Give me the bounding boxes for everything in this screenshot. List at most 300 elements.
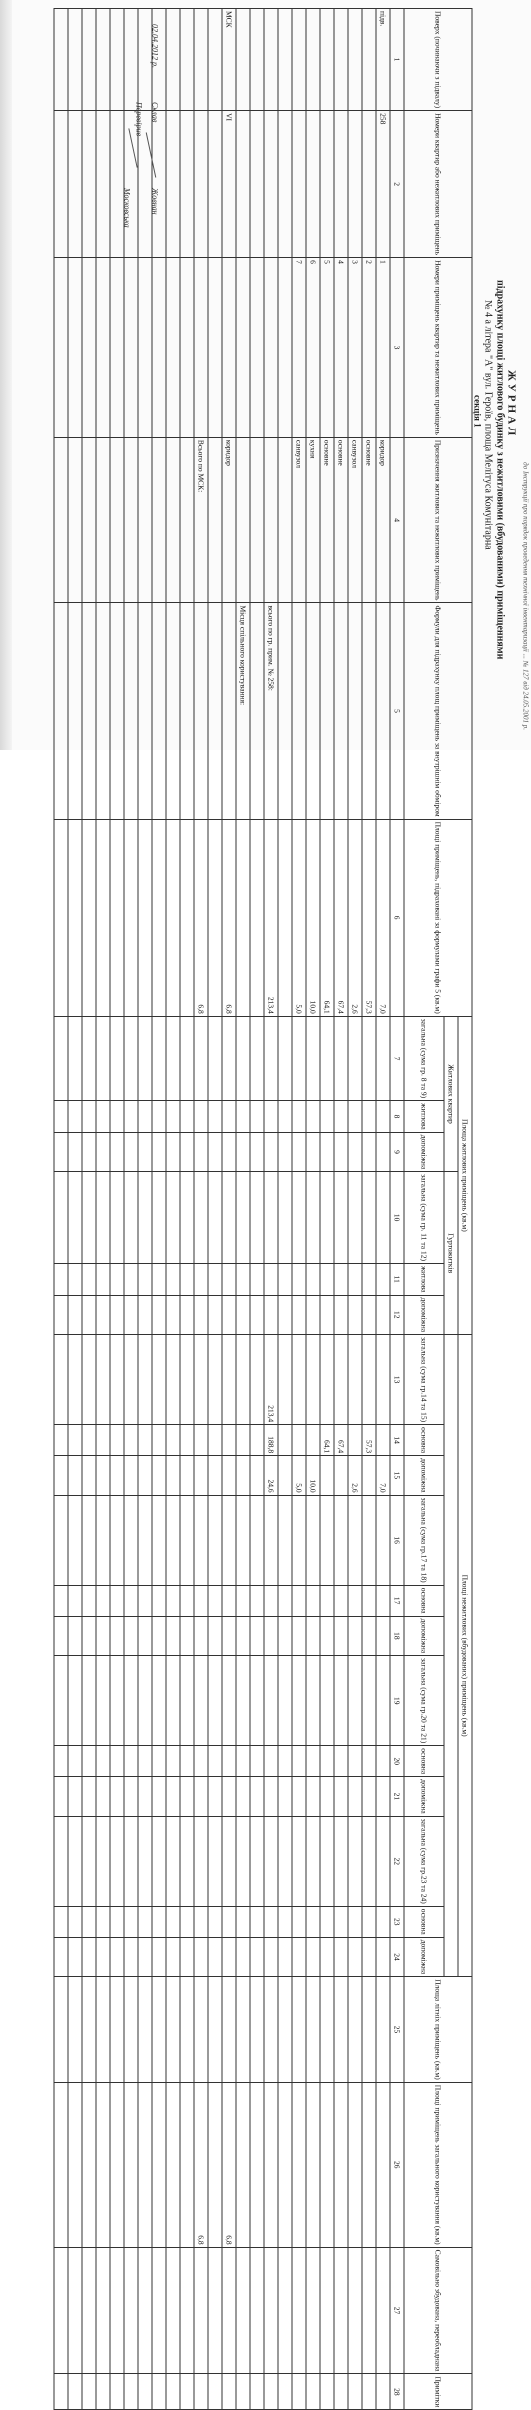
table-row [362,9,376,2410]
aux-area-cell: 10,0 [306,1456,320,1496]
table-cell [152,1101,166,1133]
table-cell [180,1977,194,2083]
table-cell [54,1906,68,1937]
table-cell [306,2247,320,2374]
table-cell [236,1295,250,1335]
floor-cell [334,9,348,111]
table-cell [82,819,96,1016]
table-cell [166,1906,180,1937]
table-cell [236,1016,250,1100]
table-cell [208,437,222,603]
table-cell [124,1816,138,1906]
col10-header: загальна (сума гр. 11 та 12) [404,1172,444,1264]
table-cell [194,1425,208,1456]
table-cell [194,1295,208,1335]
table-cell [222,603,236,819]
table-cell [152,1016,166,1100]
table-cell [138,1016,152,1100]
column-number: 14 [390,1425,404,1456]
table-cell [250,111,264,258]
table-cell [264,1816,278,1906]
table-cell [208,111,222,258]
table-cell [54,1656,68,1746]
table-cell [278,603,292,819]
table-row [180,9,194,2410]
table-cell [236,1816,250,1906]
column-number: 25 [390,1977,404,2083]
table-cell [124,1777,138,1817]
doc-address: № 4 а літера "А" вул. Героїв, площа Мелітуса Комунітарна [482,300,493,550]
table-row [152,9,166,2410]
column-number: 12 [390,1295,404,1335]
col5-header: Формули для підрахунку площ приміщень за внутрішнім обміром [404,603,472,819]
floor-cell [348,9,362,111]
table-cell [278,1977,292,2083]
table-cell [250,1816,264,1906]
table-cell [82,1585,96,1616]
table-cell [96,1101,110,1133]
table-row [166,9,180,2410]
apartment-cell [320,111,334,258]
table-cell [124,2374,138,2410]
table-cell [180,258,194,438]
table-cell [348,1777,362,1817]
table-cell [54,603,68,819]
purpose-cell: основне [320,437,334,603]
table-cell [180,1263,194,1295]
main-area-cell [292,1425,306,1456]
table-cell [362,1016,376,1100]
table-cell [208,1495,222,1585]
table-cell [68,1172,82,1264]
table-body [54,9,390,2410]
table-cell [96,1616,110,1656]
table-cell [208,819,222,1016]
table-cell [208,1816,222,1906]
table-cell [110,1977,124,2083]
column-number: 9 [390,1132,404,1172]
table-cell [278,1295,292,1335]
table-cell [292,1132,306,1172]
table-cell [264,258,278,438]
table-cell [348,1263,362,1295]
table-cell [222,1746,236,1777]
total-aux-cell: 24,6 [264,1456,278,1496]
table-cell [68,1816,82,1906]
table-cell [96,1295,110,1335]
table-cell [320,1656,334,1746]
column-number: 15 [390,1456,404,1496]
total-area-cell: 213,4 [264,819,278,1016]
table-cell [222,1425,236,1456]
table-cell [222,1295,236,1335]
table-cell [334,2247,348,2374]
table-cell [54,1295,68,1335]
table-cell [152,1295,166,1335]
doc-subtitle: підрахунку площі житлового будинку з нежитловими (вбудованими) приміщеннями [494,280,505,660]
table-cell [348,1132,362,1172]
table-cell [278,1937,292,1977]
table-cell [376,1777,390,1817]
table-cell [292,1263,306,1295]
col28-header: Примітки [404,2374,472,2410]
table-cell [306,1101,320,1133]
table-cell [278,1456,292,1496]
floor-cell [292,9,306,111]
table-cell [124,1616,138,1656]
col27-header: Самовільно збудована, переобладнана [404,2247,472,2374]
table-cell [264,437,278,603]
table-cell [278,2374,292,2410]
table-cell [250,1495,264,1585]
table-cell [68,1016,82,1100]
table-cell [208,9,222,111]
table-cell [362,1172,376,1264]
table-cell [320,603,334,819]
table-cell [96,437,110,603]
table-cell [306,1495,320,1585]
table-cell [96,1977,110,2083]
table-cell [194,1335,208,1425]
table-cell [166,2374,180,2410]
table-cell [348,1816,362,1906]
table-cell [264,2247,278,2374]
dorms-group-header: Гуртожитків [444,1172,458,1335]
table-cell [124,603,138,819]
table-cell [68,258,82,438]
table-cell [348,1746,362,1777]
table-cell [110,1335,124,1425]
table-cell [138,2374,152,2410]
table-cell [110,1456,124,1496]
column-number: 10 [390,1172,404,1264]
table-cell [250,1101,264,1133]
area-cell: 67,4 [334,819,348,1016]
apartment-cell [334,111,348,258]
table-cell [362,603,376,819]
table-cell [152,1616,166,1656]
table-cell [110,111,124,258]
table-cell [222,1977,236,2083]
table-cell [194,1906,208,1937]
table-cell [166,1016,180,1100]
table-cell [68,1425,82,1456]
table-cell [82,1746,96,1777]
purpose-cell: санвузол [348,437,362,603]
table-cell [180,1335,194,1425]
table-cell [376,1656,390,1746]
main-area-cell: 57,3 [362,1425,376,1456]
table-cell [110,1816,124,1906]
table-cell [278,2247,292,2374]
common-total-c26: 6,8 [194,2082,208,2247]
col2-header: Номери квартир або нежитлових приміщень [404,111,472,258]
total-row [194,9,208,2410]
table-cell [54,1977,68,2083]
table-cell [292,1295,306,1335]
table-cell [96,1425,110,1456]
table-row [208,9,222,2410]
table-cell [334,1616,348,1656]
table-cell [292,1777,306,1817]
main-area-cell: 64,1 [320,1425,334,1456]
table-cell [236,1132,250,1172]
table-cell [82,1016,96,1100]
table-cell [348,1906,362,1937]
table-cell [54,1263,68,1295]
table-cell [194,1977,208,2083]
table-cell [152,437,166,603]
table-cell [320,2374,334,2410]
table-cell [54,819,68,1016]
purpose-cell: кухня [306,437,320,603]
col26-header: Площі приміщень загального користування (кв.м) [404,2082,472,2247]
column-numbers-row [390,9,404,2410]
total-label: всього по гр. прим. № 258: [264,603,278,819]
area-cell: 6,8 [222,819,236,1016]
table-cell [334,1172,348,1264]
table-cell [250,2082,264,2247]
table-cell [110,1937,124,1977]
table-cell [376,1977,390,2083]
table-cell [278,1263,292,1295]
room-number-cell: 2 [362,258,376,438]
table-cell [292,1977,306,2083]
table-cell [194,603,208,819]
table-cell [194,1172,208,1264]
purpose-cell: коридор [376,437,390,603]
table-cell [68,1977,82,2083]
table-cell [138,1295,152,1335]
table-cell [68,1746,82,1777]
table-cell [96,1906,110,1937]
column-number: 5 [390,603,404,819]
table-cell [292,1746,306,1777]
table-cell [180,1456,194,1496]
table-cell [334,1816,348,1906]
table-cell [82,437,96,603]
table-cell [82,1425,96,1456]
table-cell [82,1616,96,1656]
table-cell [376,1616,390,1656]
table-cell [152,1585,166,1616]
table-cell [124,258,138,438]
table-cell [376,1172,390,1264]
table-cell [96,258,110,438]
table-cell [54,1172,68,1264]
column-number: 6 [390,819,404,1016]
main-area-cell [376,1425,390,1456]
column-number: 3 [390,258,404,438]
table-cell [180,1016,194,1100]
purpose-cell: санвузол [292,437,306,603]
common-total-label: Всього по МСК: [194,437,208,603]
signature-role-1: Склав [150,102,159,123]
col21-header: допоміжна [404,1777,444,1817]
table-cell [264,1977,278,2083]
table-cell [362,1977,376,2083]
table-cell [376,1132,390,1172]
col3-header: Номери приміщень квартир та нежитлових приміщень [404,258,472,438]
table-cell [138,1263,152,1295]
col23-header: основна [404,1906,444,1937]
table-cell [292,1816,306,1906]
table-row [250,9,264,2410]
nonres-subheader [444,1335,458,1977]
column-number: 27 [390,2247,404,2374]
table-cell [362,1937,376,1977]
table-cell [68,2082,82,2247]
table-cell [362,1263,376,1295]
table-cell [236,1456,250,1496]
table-cell [68,1937,82,1977]
table-cell [362,2247,376,2374]
table-cell [166,1495,180,1585]
table-cell [124,1172,138,1264]
table-cell [320,1616,334,1656]
table-cell [180,819,194,1016]
room-number-cell: 1 [376,258,390,438]
table-cell [124,2082,138,2247]
table-cell [194,1456,208,1496]
table-cell [82,1937,96,1977]
table-cell [180,603,194,819]
table-cell [82,1656,96,1746]
table-cell [362,2082,376,2247]
table-cell [278,1656,292,1746]
table-cell [152,2247,166,2374]
table-cell [320,1746,334,1777]
table-cell [236,1656,250,1746]
table-cell [250,603,264,819]
table-cell [124,1295,138,1335]
table-cell [250,258,264,438]
table-cell [222,2374,236,2410]
table-cell [236,1906,250,1937]
table-cell [250,1937,264,1977]
table-cell [250,1616,264,1656]
table-cell [166,437,180,603]
table-cell [166,1425,180,1456]
table-cell [376,2082,390,2247]
table-cell [292,1016,306,1100]
table-cell [362,1656,376,1746]
table-cell [96,1335,110,1425]
table-row [292,9,306,2410]
table-cell [68,111,82,258]
table-cell [180,1656,194,1746]
table-cell [152,1263,166,1295]
table-cell [264,1616,278,1656]
table-row [68,9,82,2410]
table-row [306,9,320,2410]
table-cell [264,1263,278,1295]
table-cell [348,2374,362,2410]
table-cell [362,1816,376,1906]
table-cell [320,1937,334,1977]
table-cell [208,1746,222,1777]
column-number: 16 [390,1495,404,1585]
table-cell [320,1263,334,1295]
room-number-cell: 6 [306,258,320,438]
table-cell [166,1456,180,1496]
table-cell [138,1172,152,1264]
table-cell [166,819,180,1016]
table-cell [194,258,208,438]
table-cell [362,1495,376,1585]
table-cell [68,1906,82,1937]
table-cell [152,1495,166,1585]
area-cell: 5,0 [292,819,306,1016]
table-cell [124,437,138,603]
table-cell [54,9,68,111]
table-cell [166,1295,180,1335]
table-cell [334,1263,348,1295]
apartment-cell [362,111,376,258]
table-cell [250,1906,264,1937]
table-cell [376,1746,390,1777]
col25-header: Площа літніх приміщень (кв.м) [404,1977,472,2083]
table-cell [208,603,222,819]
table-cell [222,1816,236,1906]
table-cell [334,1777,348,1817]
table-cell [250,1172,264,1264]
table-cell [180,1101,194,1133]
column-number: 2 [390,111,404,258]
col6-header: Площі приміщень, підраховані за формулами графи 5 (кв.м) [404,819,472,1016]
table-cell [278,819,292,1016]
table-cell [110,819,124,1016]
doc-title: ЖУРНАЛ [505,370,517,439]
table-cell [320,1335,334,1425]
table-cell [180,1616,194,1656]
living-area-header: Площа житлових приміщень (кв.м) [458,1016,472,1334]
table-cell [250,1016,264,1100]
table-cell [194,1101,208,1133]
table-cell [68,1456,82,1496]
table-cell [166,111,180,258]
table-cell [180,1132,194,1172]
table-cell [208,1616,222,1656]
table-cell [82,1101,96,1133]
table-cell [96,2082,110,2247]
table-cell [96,1456,110,1496]
table-cell [278,258,292,438]
table-cell [54,1616,68,1656]
table-cell [236,111,250,258]
table-cell [320,1495,334,1585]
table-cell [194,1616,208,1656]
column-number: 26 [390,2082,404,2247]
table-cell [264,1132,278,1172]
table-cell [250,2374,264,2410]
table-cell [306,2082,320,2247]
table-cell [222,1937,236,1977]
table-row [124,9,138,2410]
table-cell [68,1777,82,1817]
table-cell [306,1906,320,1937]
table-cell [194,2374,208,2410]
col13-header: загальна (сума гр.14 та 15) [404,1335,444,1425]
table-cell [236,2247,250,2374]
col19-header: загальна (сума гр.20 та 21) [404,1656,444,1746]
area-cell: 57,3 [362,819,376,1016]
table-cell [124,1016,138,1100]
table-cell [264,111,278,258]
table-cell [306,1656,320,1746]
column-number: 20 [390,1746,404,1777]
table-cell [208,1656,222,1746]
